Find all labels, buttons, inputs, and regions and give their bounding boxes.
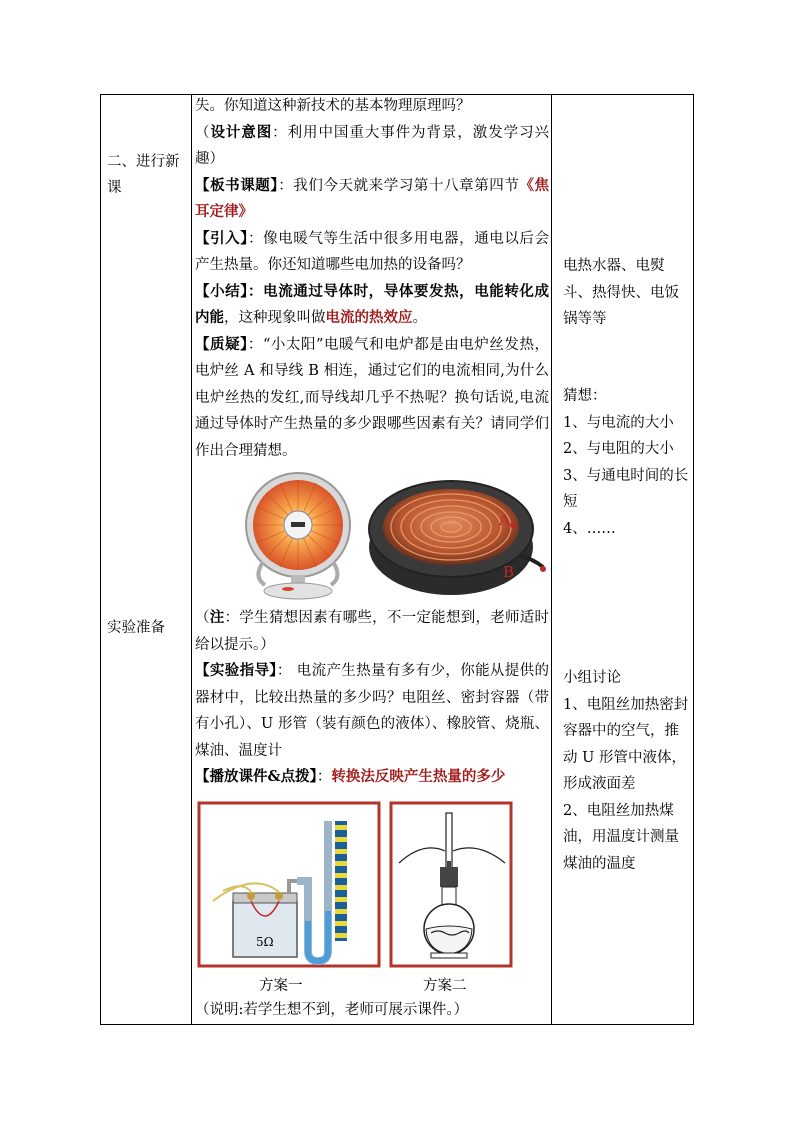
caption-scheme-one: 方案一 [259,978,303,994]
hypothesis-item: 3、与通电时间的长短 [563,467,689,510]
column-divider [551,95,552,1024]
discussion-title: 小组讨论 [563,670,621,686]
paragraph-topic: 【板书课题】：我们今天就来学习第十八章第四节《焦耳定律》 [195,176,550,220]
paragraph-intro: 失。你知道这种新技术的基本物理原理吗？ [195,98,471,114]
group-discussion [559,665,693,877]
sun-heater-image [246,473,350,599]
heater-illustration [193,467,549,602]
lesson-table [100,94,694,1025]
hypothesis-title: 猜想： [563,388,607,404]
discussion-item: 2、电阻丝加热煤油，用温度计测量煤油的温度 [563,802,679,872]
notes-column [559,95,693,1024]
electric-stove-image [369,481,546,595]
hypothesis-item: 4、…… [563,520,616,537]
hypothesis-item: 2、与电阻的大小 [563,441,674,457]
section-label-experiment-prep: 实验准备 [107,620,165,636]
hypothesis-item: 1、与电流的大小 [563,414,674,431]
experiment-illustration [193,801,549,971]
section-label-new-lesson: 二、进行新课 [107,154,180,196]
caption-scheme-two: 方案二 [423,978,467,994]
paragraph-note: （注：学生猜想因素有哪些，不一定能想到，老师适时给以提示。） [195,609,550,653]
heater-figures [193,467,549,602]
label-a: A [499,511,510,529]
experiment-figures [193,801,549,994]
paragraph-design-intent: （设计意图：利用中国重大事件为背景，激发学习兴趣） [195,123,550,167]
lower-text [193,605,549,791]
scheme-two-diagram [391,803,511,966]
note-appliances: 电热水器、电熨斗、热得快、电饭锅等等 [563,258,679,327]
left-column [101,95,191,1024]
paragraph-footnote: （说明:若学生想不到，老师可展示课件。） [195,1002,469,1018]
content-column [193,95,549,1024]
hypothesis-list [559,383,693,542]
label-b: B [503,563,515,581]
paragraph-courseware: 【播放课件&点拨】：转换法反映产生热量的多少 [195,768,506,785]
resistor-label: 5Ω [256,935,274,949]
paragraph-question: 【质疑】：“小太阳”电暖气和电炉都是由电炉丝发热，电炉丝 A 和导线 B 相连，通过它们的电流相同,为什么电炉丝热的发红,而导线却几乎不热呢？换句话说,电流通过导体时产生热量的多少跟哪些因素有关？请同学们作出合理猜想。 [195,335,549,459]
scheme-one-diagram [199,803,379,966]
paragraph-summary: 【小结】：电流通过导体时，导体要发热，电能转化成内能，这种现象叫做电流的热效应。 [195,282,549,326]
paragraph-introduction: 【引入】：像电暖气等生活中很多用电器，通电以后会产生热量。你还知道哪些电加热的设备吗？ [195,229,550,273]
column-divider [191,95,192,1024]
paragraph-guidance: 【实验指导】： 电流产生热量有多有少，你能从提供的器材中，比较出热量的多少吗？电阻丝、密封容器（带有小孔）、U 形管（装有颜色的液体）、橡胶管、烧瓶、煤油、温度计 [195,662,550,759]
discussion-item: 1、电阻丝加热密封容器中的空气，推动 U 形管中液体，形成液面差 [563,696,689,792]
